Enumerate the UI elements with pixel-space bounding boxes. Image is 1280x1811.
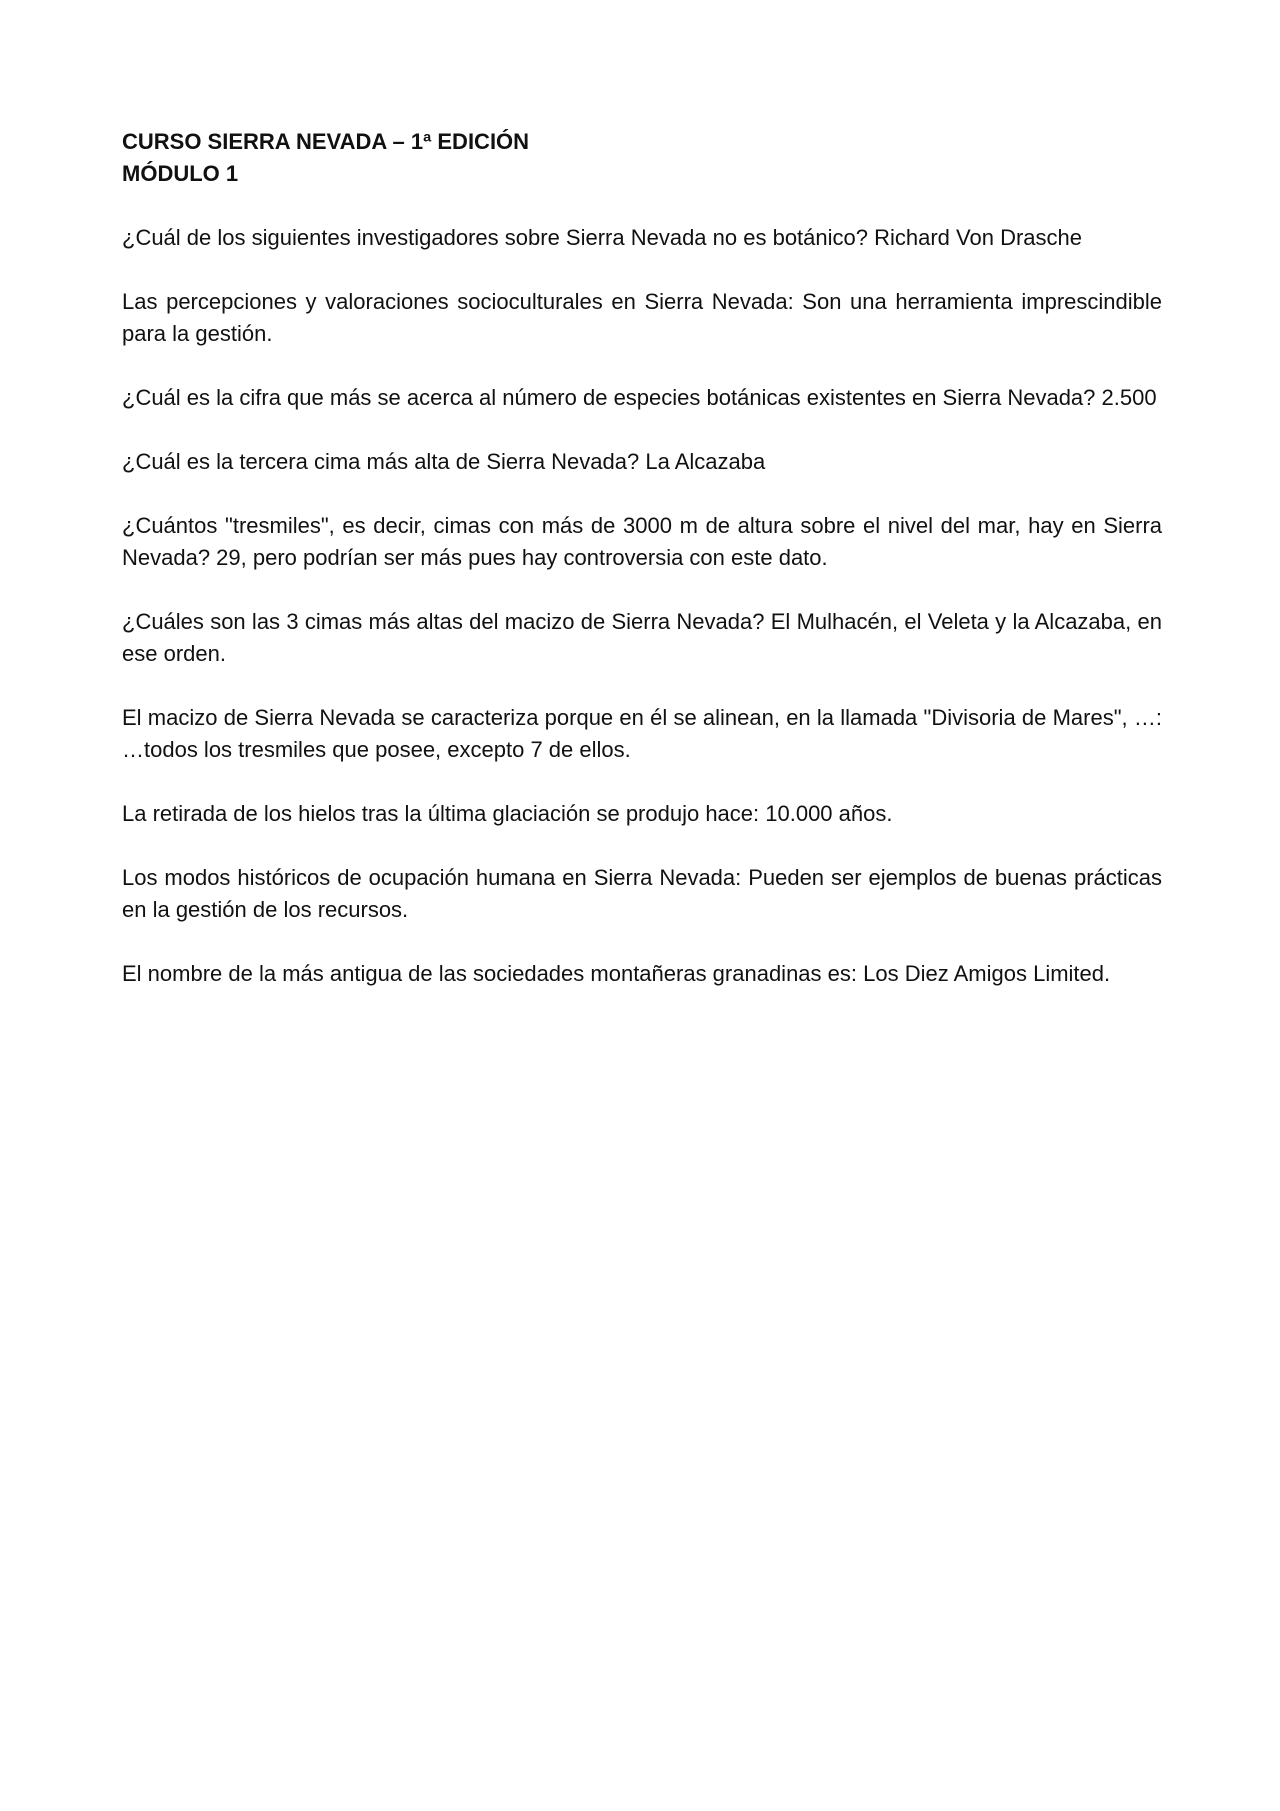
- course-title: CURSO SIERRA NEVADA – 1ª EDICIÓN: [122, 129, 530, 154]
- document-body: [122, 126, 1162, 990]
- paragraph-5: ¿Cuántos "tresmiles", es decir, cimas con más de 3000 m de altura sobre el nivel del mar, hay en Sierra Nevada? 29, pero podrían ser más pues hay controversia con este dato.: [122, 513, 1162, 570]
- paragraph-3: ¿Cuál es la cifra que más se acerca al número de especies botánicas existentes en Sierra Nevada? 2.500: [122, 385, 1157, 410]
- paragraph-1: ¿Cuál de los siguientes investigadores sobre Sierra Nevada no es botánico? Richard Von Drasche: [122, 225, 1082, 250]
- paragraph-9: Los modos históricos de ocupación humana en Sierra Nevada: Pueden ser ejemplos de buenas prácticas en la gestión de los recursos.: [122, 865, 1162, 922]
- module-title: MÓDULO 1: [122, 161, 239, 186]
- paragraph-4: ¿Cuál es la tercera cima más alta de Sierra Nevada? La Alcazaba: [122, 449, 766, 474]
- paragraph-6: ¿Cuáles son las 3 cimas más altas del macizo de Sierra Nevada? El Mulhacén, el Veleta y la Alcazaba, en ese orden.: [122, 609, 1162, 666]
- paragraph-7: El macizo de Sierra Nevada se caracteriza porque en él se alinean, en la llamada "Divisoria de Mares", …: …todos los tresmiles que posee, excepto 7 de ellos.: [122, 705, 1162, 762]
- paragraph-2: Las percepciones y valoraciones socioculturales en Sierra Nevada: Son una herramienta imprescindible para la gestión.: [122, 289, 1162, 346]
- paragraph-10: El nombre de la más antigua de las sociedades montañeras granadinas es: Los Diez Amigos Limited.: [122, 961, 1111, 986]
- paragraph-8: La retirada de los hielos tras la última glaciación se produjo hace: 10.000 años.: [122, 801, 893, 826]
